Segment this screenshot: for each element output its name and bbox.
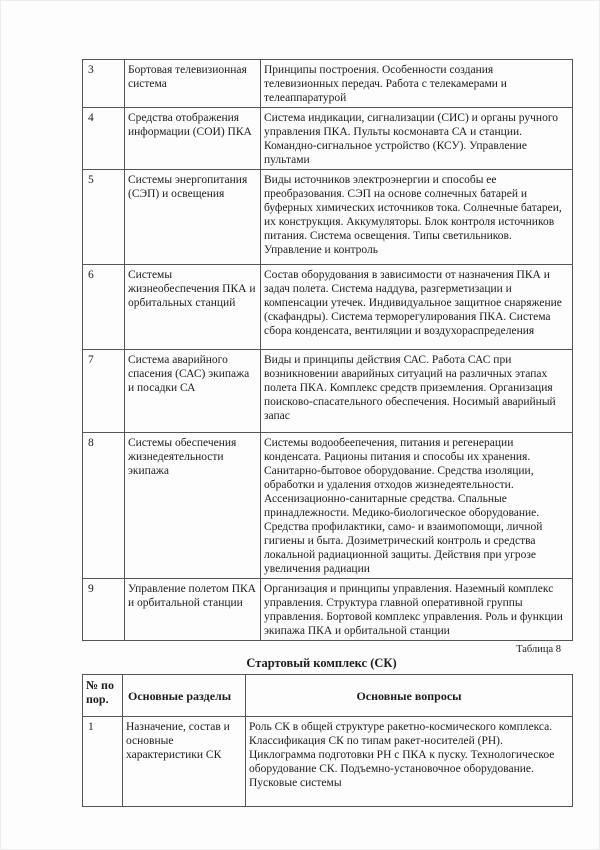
table-row xyxy=(83,170,573,265)
table-row xyxy=(83,60,573,108)
questions-cell: Виды и принципы действия САС. Работа САС при возникновении аварийных ситуаций на различных этапах полета ПКА. Комплекс средств приземления. Организация поисково-спасательного обеспечения. Носимый аварийный запас xyxy=(261,350,573,433)
row-number-cell: 7 xyxy=(83,350,125,433)
header-sections: Основные разделы xyxy=(123,675,246,717)
row-number-cell: 9 xyxy=(83,579,125,641)
questions-cell: Принципы построения. Особенности создания телевизионных передач. Работа с телекамерами и телеаппаратурой xyxy=(261,60,573,108)
questions-cell: Состав оборудования в зависимости от назначения ПКА и задач полета. Система наддува, разгерметизации и компенсации утечек. Индивидуальное защитное снаряжение (скафандры). Система терморегулирования ПКА. Система сбора конденсата, вентиляции и воздухораспределения xyxy=(261,265,573,350)
spacecraft-systems-table xyxy=(82,59,573,641)
table-row xyxy=(83,717,573,807)
section-cell: Бортовая телевизионная система xyxy=(125,60,261,108)
section-cell: Система аварийного спасения (САС) экипажа и посадки СА xyxy=(125,350,261,433)
table-caption: Таблица 8 xyxy=(516,644,561,655)
table-row xyxy=(83,265,573,350)
row-number-cell: 5 xyxy=(83,170,125,265)
row-number-cell: 1 xyxy=(83,717,123,807)
table-row xyxy=(83,433,573,579)
section-cell: Средства отображения информации (СОИ) ПКА xyxy=(125,108,261,170)
questions-cell: Организация и принципы управления. Наземный комплекс управления. Структура главной оперативной группы управления. Бортовой комплекс управления. Роль и функции экипажа ПКА и орбитальной станции xyxy=(261,579,573,641)
table-row xyxy=(83,350,573,433)
table-row xyxy=(83,579,573,641)
questions-cell: Система индикации, сигнализации (СИС) и органы ручного управления ПКА. Пульты космонавта СА и станции. Командно-сигнальное устройство (КСУ). Управление пультами xyxy=(261,108,573,170)
section-cell: Системы энергопитания (СЭП) и освещения xyxy=(125,170,261,265)
questions-cell: Виды источников электроэнергии и способы ее преобразования. СЭП на основе солнечных батарей и буферных химических источников тока. Солнечные батареи, их конструкция. Аккумуляторы. Блок контроля источников питания. Система освещения. Типы светильников. Управление и контроль xyxy=(261,170,573,265)
questions-cell: Роль СК в общей структуре ракетно-космического комплекса. Классификация СК по типам ракет-носителей (РН). Циклограмма подготовки РН с ПКА к пуску. Технологическое оборудование СК. Подъемно-установочное оборудование. Пусковые системы xyxy=(246,717,573,807)
row-number-cell: 3 xyxy=(83,60,125,108)
header-questions: Основные вопросы xyxy=(246,675,573,717)
table-header-row xyxy=(83,675,573,717)
row-number-cell: 6 xyxy=(83,265,125,350)
section-cell: Системы обеспечения жизнедеятельности экипажа xyxy=(125,433,261,579)
section-title: Стартовый комплекс (СК) xyxy=(246,656,397,670)
questions-cell: Системы водообеепечения, питания и регенерации конденсата. Рационы питания и способы их хранения. Санитарно-бытовое оборудование. Средства изоляции, обработки и удаления отходов жизнедеятельности. Ассенизационно-санитарные средства. Спальные принадлежности. Медико-биологическое оборудование. Средства профилактики, само- и взаимопомощи, личной гигиены и быта. Дозиметрический контроль и средства локальной радиационной защиты. Действия при угрозе увеличения радиации xyxy=(261,433,573,579)
header-number: № по пор. xyxy=(83,675,123,717)
section-cell: Управление полетом ПКА и орбитальной станции xyxy=(125,579,261,641)
table-row xyxy=(83,108,573,170)
section-cell: Системы жизнеобеспечения ПКА и орбитальных станций xyxy=(125,265,261,350)
section-cell: Назначение, состав и основные характеристики СК xyxy=(123,717,246,807)
launch-complex-table xyxy=(82,674,573,807)
page-content xyxy=(82,59,561,807)
row-number-cell: 4 xyxy=(83,108,125,170)
row-number-cell: 8 xyxy=(83,433,125,579)
